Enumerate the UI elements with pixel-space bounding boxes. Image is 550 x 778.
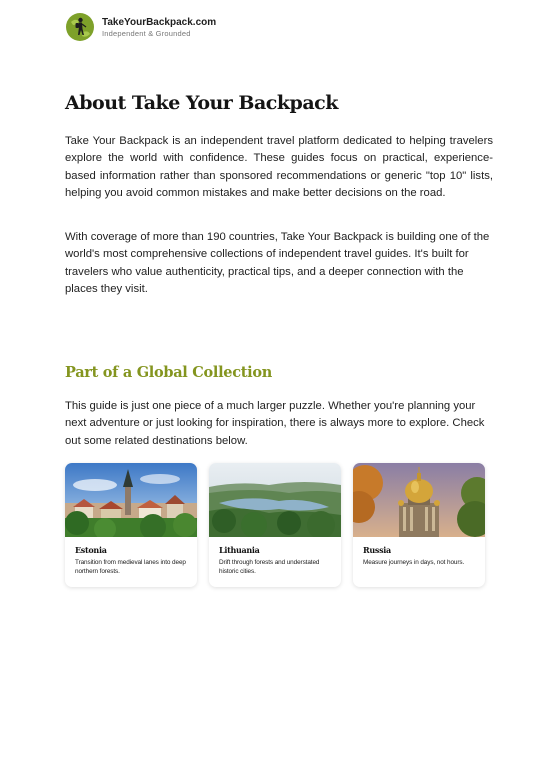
collection-paragraph: This guide is just one piece of a much larger puzzle. Whether you're planning your next adventure or just looking for inspiration, there is always more to explore. Check out some related destinations below. xyxy=(65,400,485,447)
destination-name: Russia xyxy=(363,545,391,555)
destination-cards xyxy=(65,463,486,589)
about-paragraph-2: With coverage of more than 190 countries, Take Your Backpack is building one of the world's most comprehensive collections of independent travel guides. It's built for travelers who value authenticity, practical tips, and a deeper connection with the places they visit. xyxy=(65,231,490,295)
site-name[interactable]: TakeYourBackpack.com xyxy=(102,16,217,28)
destination-description: Transition from medieval lanes into deep northern forests. xyxy=(75,559,186,575)
section-title: Part of a Global Collection xyxy=(65,364,272,381)
russia-photo xyxy=(353,463,485,537)
site-tagline: Independent & Grounded xyxy=(102,28,191,38)
destination-description: Drift through forests and understated historic cities. xyxy=(219,559,320,575)
estonia-photo xyxy=(65,463,197,537)
destination-card-lithuania[interactable] xyxy=(209,463,341,587)
lithuania-photo xyxy=(209,463,341,537)
page-title: About Take Your Backpack xyxy=(65,92,338,114)
globe-backpacker-icon[interactable] xyxy=(65,12,95,42)
site-header xyxy=(65,12,216,42)
about-paragraph-1: Take Your Backpack is an independent travel platform dedicated to helping travelers explore the world with confidence. These guides focus on practical, experience-based information rather than sponsored recommendations or generic "top 10" lists, helping you avoid common mistakes and make better decisions on the road. xyxy=(65,135,493,199)
destination-name: Estonia xyxy=(75,545,107,555)
destination-description: Measure journeys in days, not hours. xyxy=(363,559,465,566)
destination-card-russia[interactable] xyxy=(353,463,485,587)
destination-name: Lithuania xyxy=(219,545,260,555)
destination-card-estonia[interactable] xyxy=(65,463,197,587)
